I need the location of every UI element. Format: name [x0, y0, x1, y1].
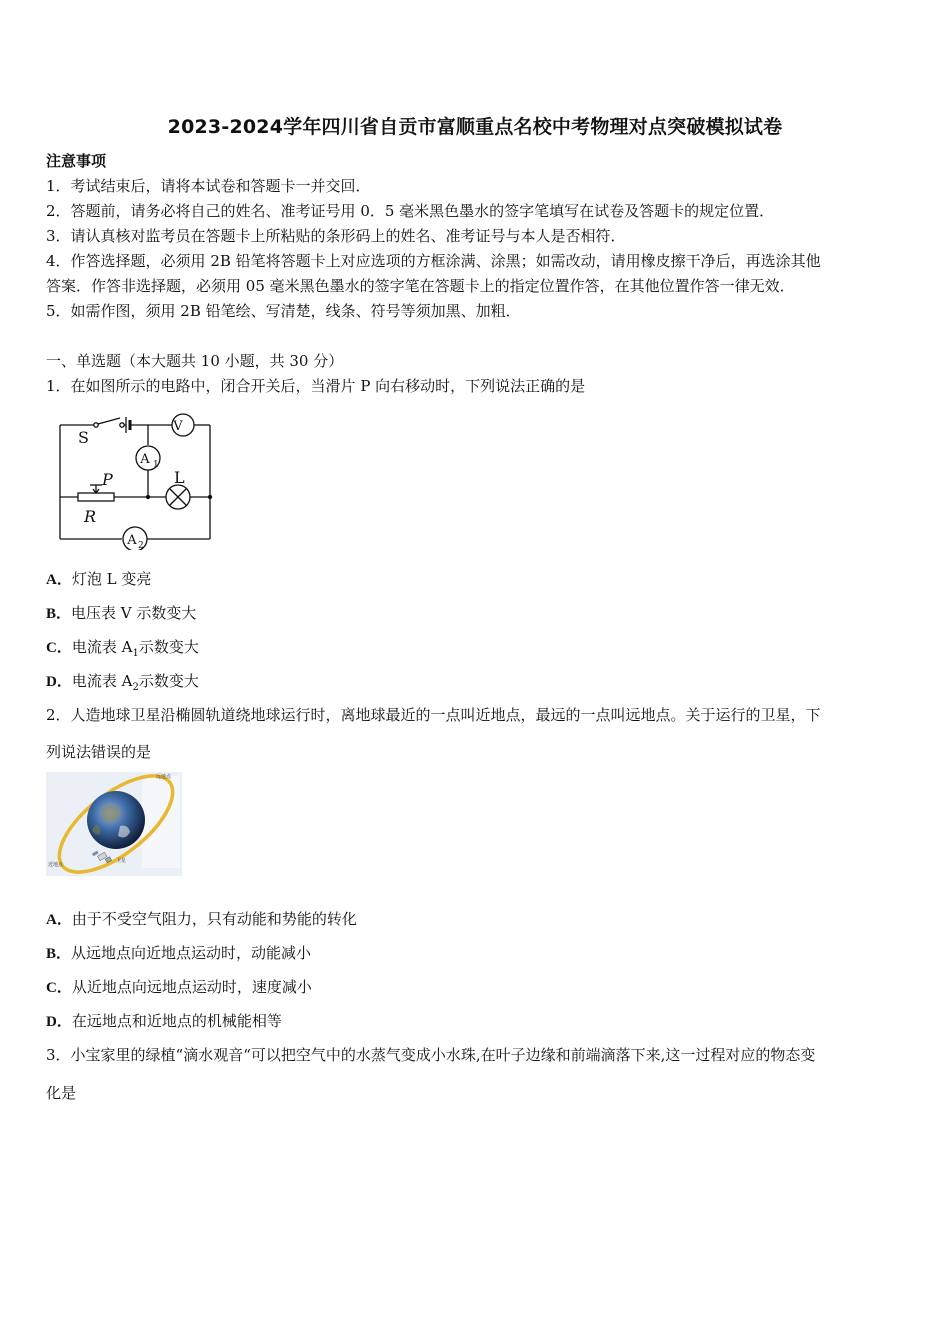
slider-label: P: [102, 470, 113, 489]
option-text: 电流表 A: [71, 672, 133, 690]
question-2-option-b[interactable]: [46, 944, 311, 963]
question-3-stem-line1: 3．小宝家里的绿植“滴水观音“可以把空气中的水蒸气变成小水珠,在叶子边缘和前端滴落下来,这一过程对应的物态变: [46, 1046, 816, 1064]
question-1-option-c[interactable]: [46, 638, 199, 663]
option-text: 示数变大: [138, 638, 199, 656]
resistor-label: R: [84, 507, 97, 526]
option-letter: D．: [46, 1014, 72, 1030]
notice-item: 3．请认真核对监考员在答题卡上所粘贴的条形码上的姓名、准考证号与本人是否相符．: [46, 227, 626, 245]
satellite-label: 卫星: [116, 858, 127, 864]
option-letter: C．: [46, 980, 72, 996]
question-1-stem: 1．在如图所示的电路中，闭合开关后，当滑片 P 向右移动时，下列说法正确的是: [46, 377, 586, 395]
ammeter2-sub: 2: [138, 541, 144, 550]
question-1-option-d[interactable]: [46, 672, 199, 697]
notice-item: 1．考试结束后，请将本试卷和答题卡一并交回．: [46, 177, 371, 195]
voltmeter-label: V: [173, 419, 183, 434]
option-text: 从远地点向近地点运动时，动能减小: [71, 944, 312, 962]
notice-heading: 注意事项: [46, 152, 107, 170]
question-2-stem-line2: 列说法错误的是: [46, 743, 152, 761]
lamp-label: L: [174, 468, 185, 487]
section-heading: 一、单选题（本大题共 10 小题，共 30 分）: [46, 352, 344, 370]
option-letter: A．: [46, 912, 72, 928]
question-2-stem-line1: 2．人造地球卫星沿椭圆轨道绕地球运行时，离地球最近的一点叫近地点，最远的一点叫远地点。关于运行的卫星，下: [46, 706, 821, 724]
option-text: 从近地点向远地点运动时，速度减小: [71, 978, 312, 996]
ammeter1-label: A: [140, 452, 150, 467]
option-letter: D．: [46, 674, 72, 690]
satellite-orbit-image: [46, 772, 182, 876]
notice-item: 5．如需作图，须用 2B 铅笔绘、写清楚，线条、符号等须加黑、加粗．: [46, 302, 521, 320]
question-1-option-a[interactable]: [46, 570, 151, 589]
option-text: 电压表 V 示数变大: [71, 604, 197, 622]
notice-item: 2．答题前，请务必将自己的姓名、准考证号用 0．5 毫米黑色墨水的签字笔填写在试卷及答题卡的规定位置．: [46, 202, 775, 220]
option-letter: B．: [46, 606, 72, 622]
far-point-label: 远地点: [156, 774, 172, 780]
option-text: 灯泡 L 变亮: [71, 570, 152, 588]
option-text: 由于不受空气阻力，只有动能和势能的转化: [71, 910, 357, 928]
option-letter: A．: [46, 572, 72, 588]
option-subscript: 2: [132, 682, 139, 693]
notice-item: 4．作答选择题，必须用 2B 铅笔将答题卡上对应选项的方框涂满、涂黑；如需改动，请用橡皮擦干净后，再选涂其他: [46, 252, 821, 270]
option-subscript: 1: [132, 648, 139, 659]
question-3-stem-line2: 化是: [46, 1084, 77, 1102]
option-text: 在远地点和近地点的机械能相等: [71, 1012, 282, 1030]
question-2-option-a[interactable]: [46, 910, 357, 929]
option-text: 电流表 A: [71, 638, 133, 656]
option-letter: C．: [46, 640, 72, 656]
switch-label: S: [78, 428, 89, 447]
question-2-option-d[interactable]: [46, 1012, 282, 1031]
option-text: 示数变大: [138, 672, 199, 690]
circuit-diagram: [50, 405, 220, 550]
ammeter1-sub: 1: [153, 460, 159, 470]
notice-item: 答案．作答非选择题，必须用 05 毫米黑色墨水的签字笔在答题卡上的指定位置作答，在其他位置作答一律无效．: [46, 277, 795, 295]
ammeter2-label: A: [127, 533, 137, 548]
question-1-option-b[interactable]: [46, 604, 196, 623]
option-letter: B．: [46, 946, 72, 962]
page-title: 2023-2024学年四川省自贡市富顺重点名校中考物理对点突破模拟试卷: [167, 116, 783, 138]
near-point-label: 近地点: [48, 862, 64, 868]
question-2-option-c[interactable]: [46, 978, 312, 997]
